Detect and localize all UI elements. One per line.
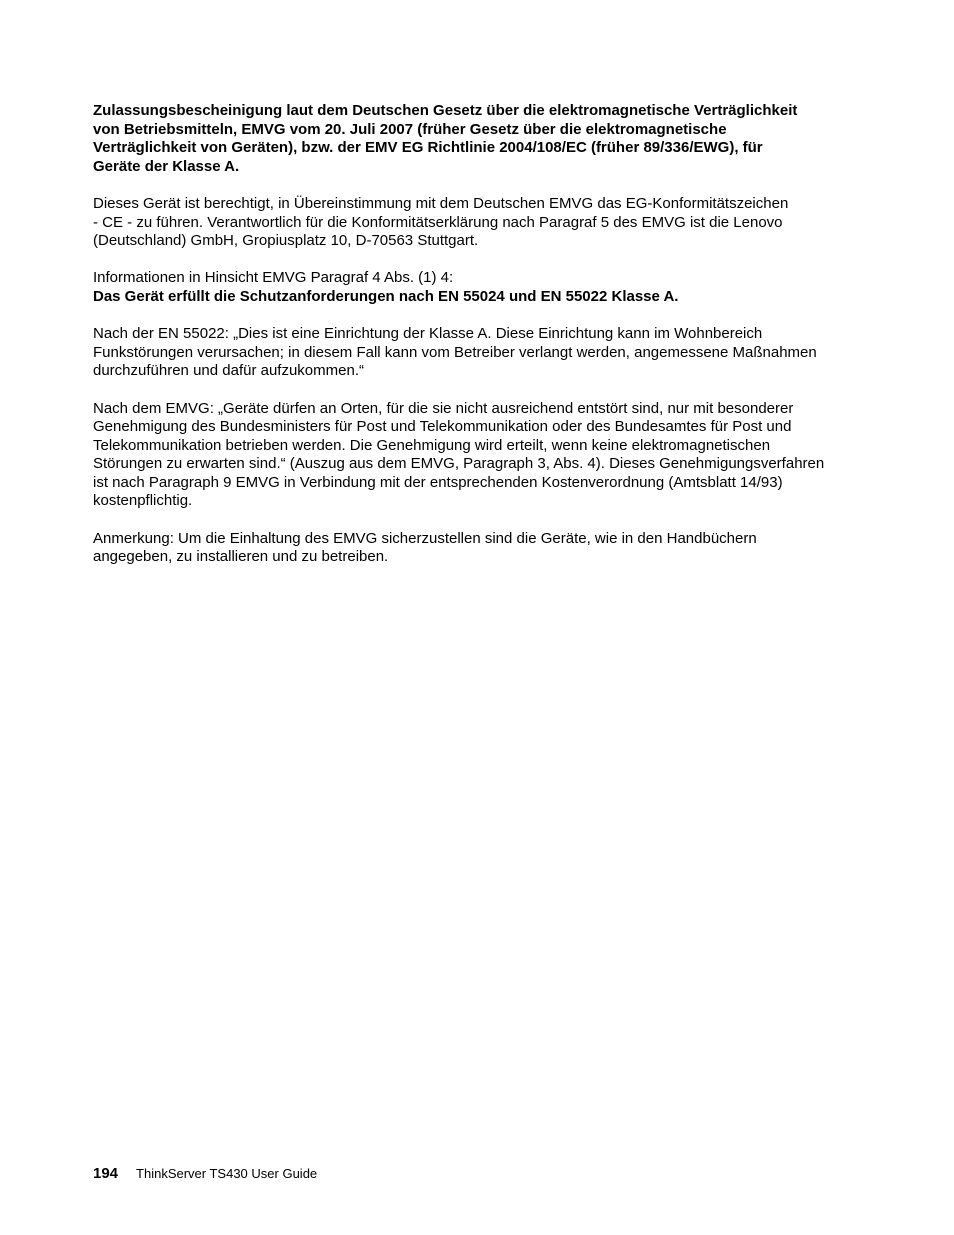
- paragraph-note: Anmerkung: Um die Einhaltung des EMVG sicherzustellen sind die Geräte, wie in den Handbüchern angegeben, zu installieren und zu betreiben.: [93, 529, 757, 566]
- page-number: 194: [93, 1165, 119, 1182]
- document-title: ThinkServer TS430 User Guide: [136, 1166, 318, 1181]
- paragraph-emvg: Nach dem EMVG: „Geräte dürfen an Orten, für die sie nicht ausreichend entstört sind, nur mit besonderer Genehmigung des Bundesministers für Post und Telekommunikation oder des Bundesamtes für Post und Telekommunikation betrieben werden. Die Genehmigung wird erteilt, wenn keine elektromagnetischen Störungen zu erwarten sind.“ (Auszug aus dem EMVG, Paragraph 3, Abs. 4). Dieses Genehmigungsverfahren ist nach Paragraph 9 EMVG in Verbindung mit der entsprechenden Kostenverordnung (Amtsblatt 14/93) kostenpflichtig.: [93, 399, 825, 510]
- approval-heading: Zulassungsbescheinigung laut dem Deutschen Gesetz über die elektromagnetische Verträglichkeit von Betriebsmitteln, EMVG vom 20. Juli 2007 (früher Gesetz über die elektromagnetische Verträglichkeit von Geräten), bzw. der EMV EG Richtlinie 2004/108/EC (früher 89/336/EWG), für Geräte der Klasse A.: [93, 102, 798, 175]
- info-bold-statement: Das Gerät erfüllt die Schutzanforderungen nach EN 55024 und EN 55022 Klasse A.: [93, 287, 679, 305]
- document-body: [93, 102, 853, 567]
- paragraph-en55022: Nach der EN 55022: „Dies ist eine Einrichtung der Klasse A. Diese Einrichtung kann im Wohnbereich Funkstörungen verursachen; in diesem Fall kann vom Betreiber verlangt werden, angemessene Maßnahmen durchzuführen und dafür aufzukommen.“: [93, 325, 817, 380]
- paragraph-ce-marking: Dieses Gerät ist berechtigt, in Übereinstimmung mit dem Deutschen EMVG das EG-Konformitätszeichen - CE - zu führen. Verantwortlich für die Konformitätserklärung nach Paragraf 5 des EMVG ist die Lenovo (Deutschland) GmbH, Gropiusplatz 10, D-70563 Stuttgart.: [93, 194, 789, 250]
- info-line: Informationen in Hinsicht EMVG Paragraf 4 Abs. (1) 4:: [93, 269, 454, 287]
- page-footer: [93, 1165, 317, 1182]
